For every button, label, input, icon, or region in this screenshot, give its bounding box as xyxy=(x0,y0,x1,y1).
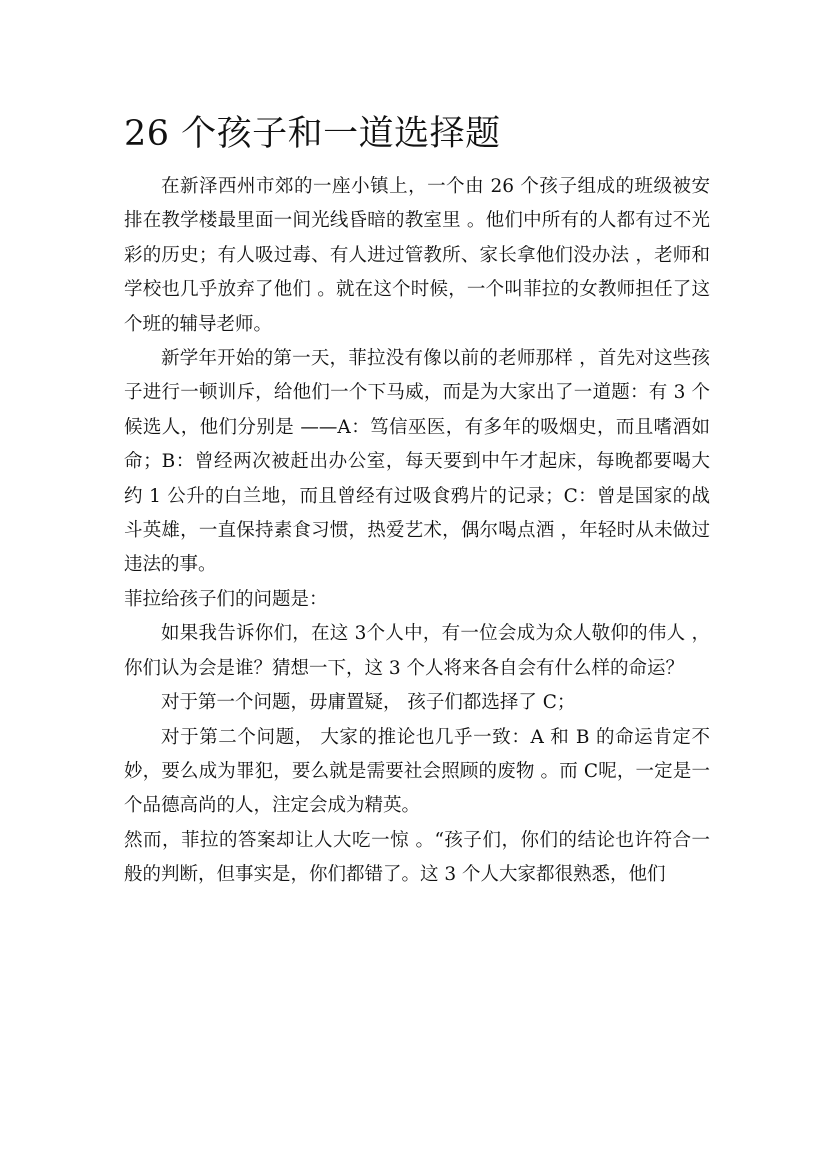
paragraph-intro: 在新泽西州市郊的一座小镇上，一个由 26 个孩子组成的班级被安排在教学楼最里面一间光线昏暗的教室里 。他们中所有的人都有过不光彩的历史；有人吸过毒、有人进过管教所、家长拿他们没办法 ，老师和学校也几乎放弃了他们 。就在这个时候，一个叫菲拉的女教师担任了这个班的辅导老师。 xyxy=(124,176,710,335)
paragraph-answer-first: 对于第一个问题，毋庸置疑， 孩子们都选择了 C； xyxy=(161,692,576,714)
paragraph-question: 如果我告诉你们，在这 3个人中，有一位会成为众人敬仰的伟人 ，你们认为会是谁？猜想一下，这 3 个人将来各自会有什么样的命运？ xyxy=(124,623,710,679)
paragraph-reveal: 然而，菲拉的答案却让人大吃一惊 。“孩子们，你们的结论也许符合一般的判断，但事实是，你们都错了。这 3 个人大家都很熟悉，他们 xyxy=(124,829,710,886)
paragraph-answer-second: 对于第二个问题， 大家的推论也几乎一致：A 和 B 的命运肯定不妙，要么成为罪犯，要么就是需要社会照顾的废物 。而 C呢，一定是一个品德高尚的人，注定会成为精英。 xyxy=(124,726,710,817)
paragraph-question-setup: 新学年开始的第一天，菲拉没有像以前的老师那样 ，首先对这些孩子进行一顿训斥，给他们一个下马威，而是为大家出了一道题：有 3 个候选人，他们分别是 ——A：笃信巫医，有多年的吸烟史，而且嗜酒如命；B：曾经两次被赶出办公室，每天要到中午才起床，每晚都要喝大约 1 公升的白兰地，而且曾经有过吸食鸦片的记录；C：曾是国家的战斗英雄，一直保持素食习惯，热爱艺术，偶尔喝点酒 ，年轻时从未做过违法的事。 xyxy=(124,348,710,576)
document-title: 26 个孩子和一道选择题 xyxy=(124,114,501,154)
document-body xyxy=(124,170,710,893)
paragraph-question-lead: 菲拉给孩子们的问题是： xyxy=(124,588,328,610)
